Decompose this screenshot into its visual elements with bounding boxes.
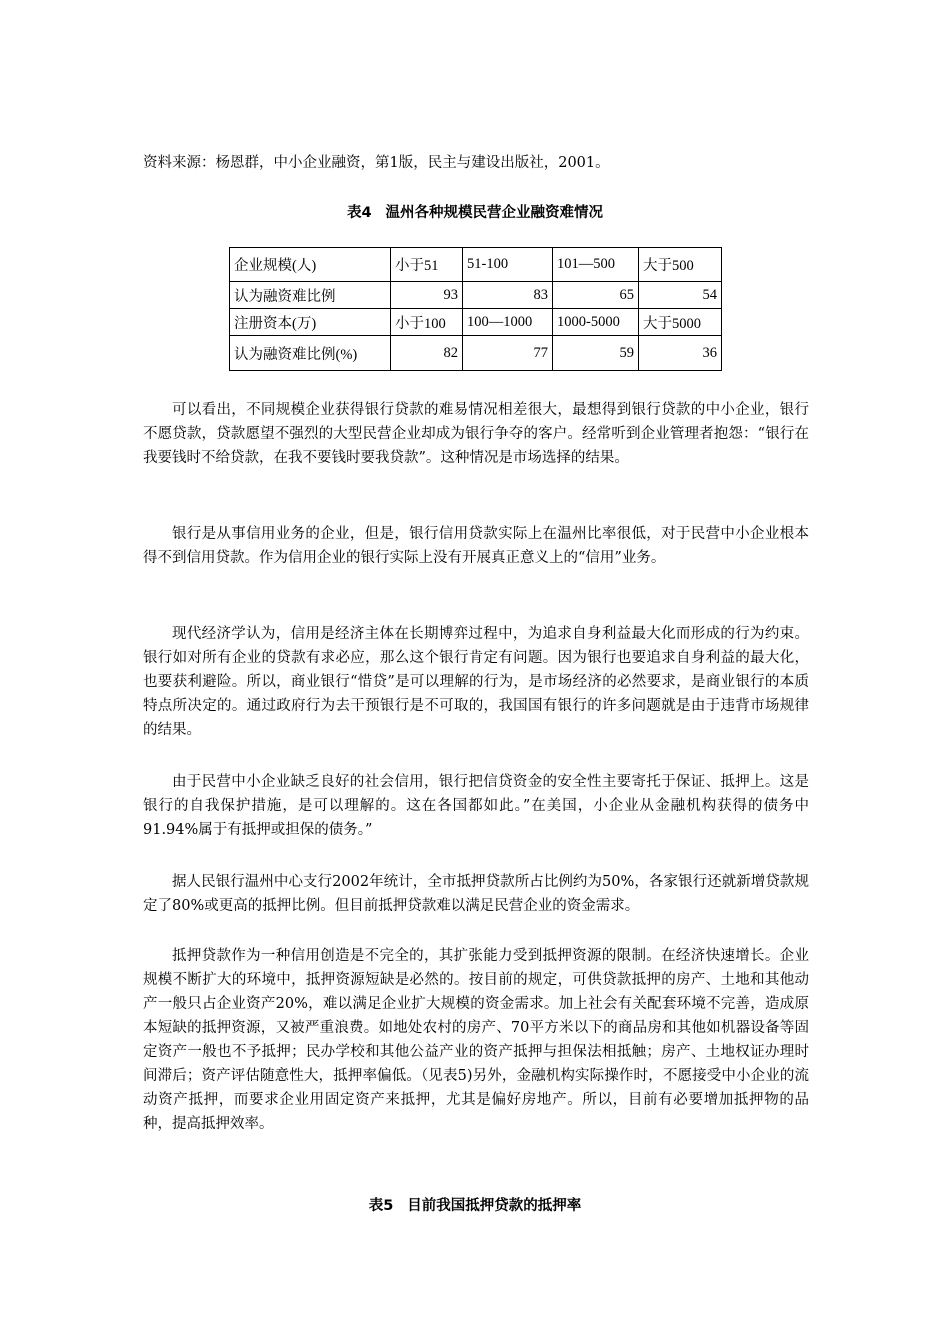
table-cell: 企业规模(人) xyxy=(230,248,391,282)
paragraph: 可以看出，不同规模企业获得银行贷款的难易情况相差很大，最想得到银行贷款的中小企业，银行不愿贷款，贷款愿望不强烈的大型民营企业却成为银行争夺的客户。经常听到企业管理者抱怨：“银行在我要钱时不给贷款，在我不要钱时要我贷款”。这种情况是市场选择的结果。 xyxy=(143,402,809,466)
table-cell: 36 xyxy=(639,336,722,371)
table-cell: 100—1000 xyxy=(463,309,553,336)
table-cell: 77 xyxy=(463,336,553,371)
table-cell: 93 xyxy=(391,282,463,309)
table-4-number: 表4 xyxy=(346,205,372,221)
paragraph: 抵押贷款作为一种信用创造是不完全的，其扩张能力受到抵押资源的限制。在经济快速增长。企业规模不断扩大的环境中，抵押资源短缺是必然的。按目前的规定，可供贷款抵押的房产、土地和其他动产一般只占企业资产20%，难以满足企业扩大规模的资金需求。加上社会有关配套环境不完善，造成原本短缺的抵押资源，又被严重浪费。如地处农村的房产、70平方米以下的商品房和其他如机器设备等固定资产一般也不予抵押；民办学校和其他公益产业的资产抵押与担保法相抵触；房产、土地权证办理时间滞后；资产评估随意性大，抵押率偏低。（见表5)另外，金融机构实际操作时，不愿接受中小企业的流动资产抵押，而要求企业用固定资产来抵押，尤其是偏好房地产。所以，目前有必要增加抵押物的品种，提高抵押效率。 xyxy=(143,948,809,1132)
table-cell: 认为融资难比例(%) xyxy=(230,336,391,371)
table-cell: 51-100 xyxy=(463,248,553,282)
table-row xyxy=(230,309,722,336)
table-cell: 大于5000 xyxy=(639,309,722,336)
table-cell: 大于500 xyxy=(639,248,722,282)
table-cell: 认为融资难比例 xyxy=(230,282,391,309)
source-citation: 资料来源：杨恩群，中小企业融资，第1版，民主与建设出版社，2001。 xyxy=(143,155,610,171)
table-row xyxy=(230,336,722,371)
table-cell: 注册资本(万) xyxy=(230,309,391,336)
table-cell: 54 xyxy=(639,282,722,309)
table-5-caption xyxy=(0,1196,950,1216)
paragraph: 由于民营中小企业缺乏良好的社会信用，银行把信贷资金的安全性主要寄托于保证、抵押上。这是银行的自我保护措施，是可以理解的。这在各国都如此。”在美国，小企业从金融机构获得的债务中91.94%属于有抵押或担保的债务。” xyxy=(143,774,809,838)
paragraph: 据人民银行温州中心支行2002年统计，全市抵押贷款所占比例约为50%，各家银行还就新增贷款规定了80%或更高的抵押比例。但目前抵押贷款难以满足民营企业的资金需求。 xyxy=(143,874,809,914)
table-row xyxy=(230,282,722,309)
table-5-number: 表5 xyxy=(368,1198,394,1214)
table-4-title: 温州各种规模民营企业融资难情况 xyxy=(385,205,604,221)
table-4-caption xyxy=(0,203,950,223)
financing-difficulty-table xyxy=(229,247,722,371)
paragraph: 银行是从事信用业务的企业，但是，银行信用贷款实际上在温州比率很低，对于民营中小企业根本得不到信用贷款。作为信用企业的银行实际上没有开展真正意义上的“信用”业务。 xyxy=(143,526,809,566)
paragraph: 现代经济学认为，信用是经济主体在长期博弈过程中，为追求自身利益最大化而形成的行为约束。银行如对所有企业的贷款有求必应，那么这个银行肯定有问题。因为银行也要追求自身利益的最大化，也要获利避险。所以，商业银行“惜贷”是可以理解的行为，是市场经济的必然要求，是商业银行的本质特点所决定的。通过政府行为去干预银行是不可取的，我国国有银行的许多问题就是由于违背市场规律的结果。 xyxy=(143,626,809,738)
table-row xyxy=(230,248,722,282)
table-cell: 59 xyxy=(553,336,639,371)
table-cell: 1000-5000 xyxy=(553,309,639,336)
table-cell: 65 xyxy=(553,282,639,309)
table-cell: 小于51 xyxy=(391,248,463,282)
table-cell: 83 xyxy=(463,282,553,309)
table-5-title: 目前我国抵押贷款的抵押率 xyxy=(407,1198,582,1214)
table-cell: 101—500 xyxy=(553,248,639,282)
table-cell: 82 xyxy=(391,336,463,371)
table-cell: 小于100 xyxy=(391,309,463,336)
